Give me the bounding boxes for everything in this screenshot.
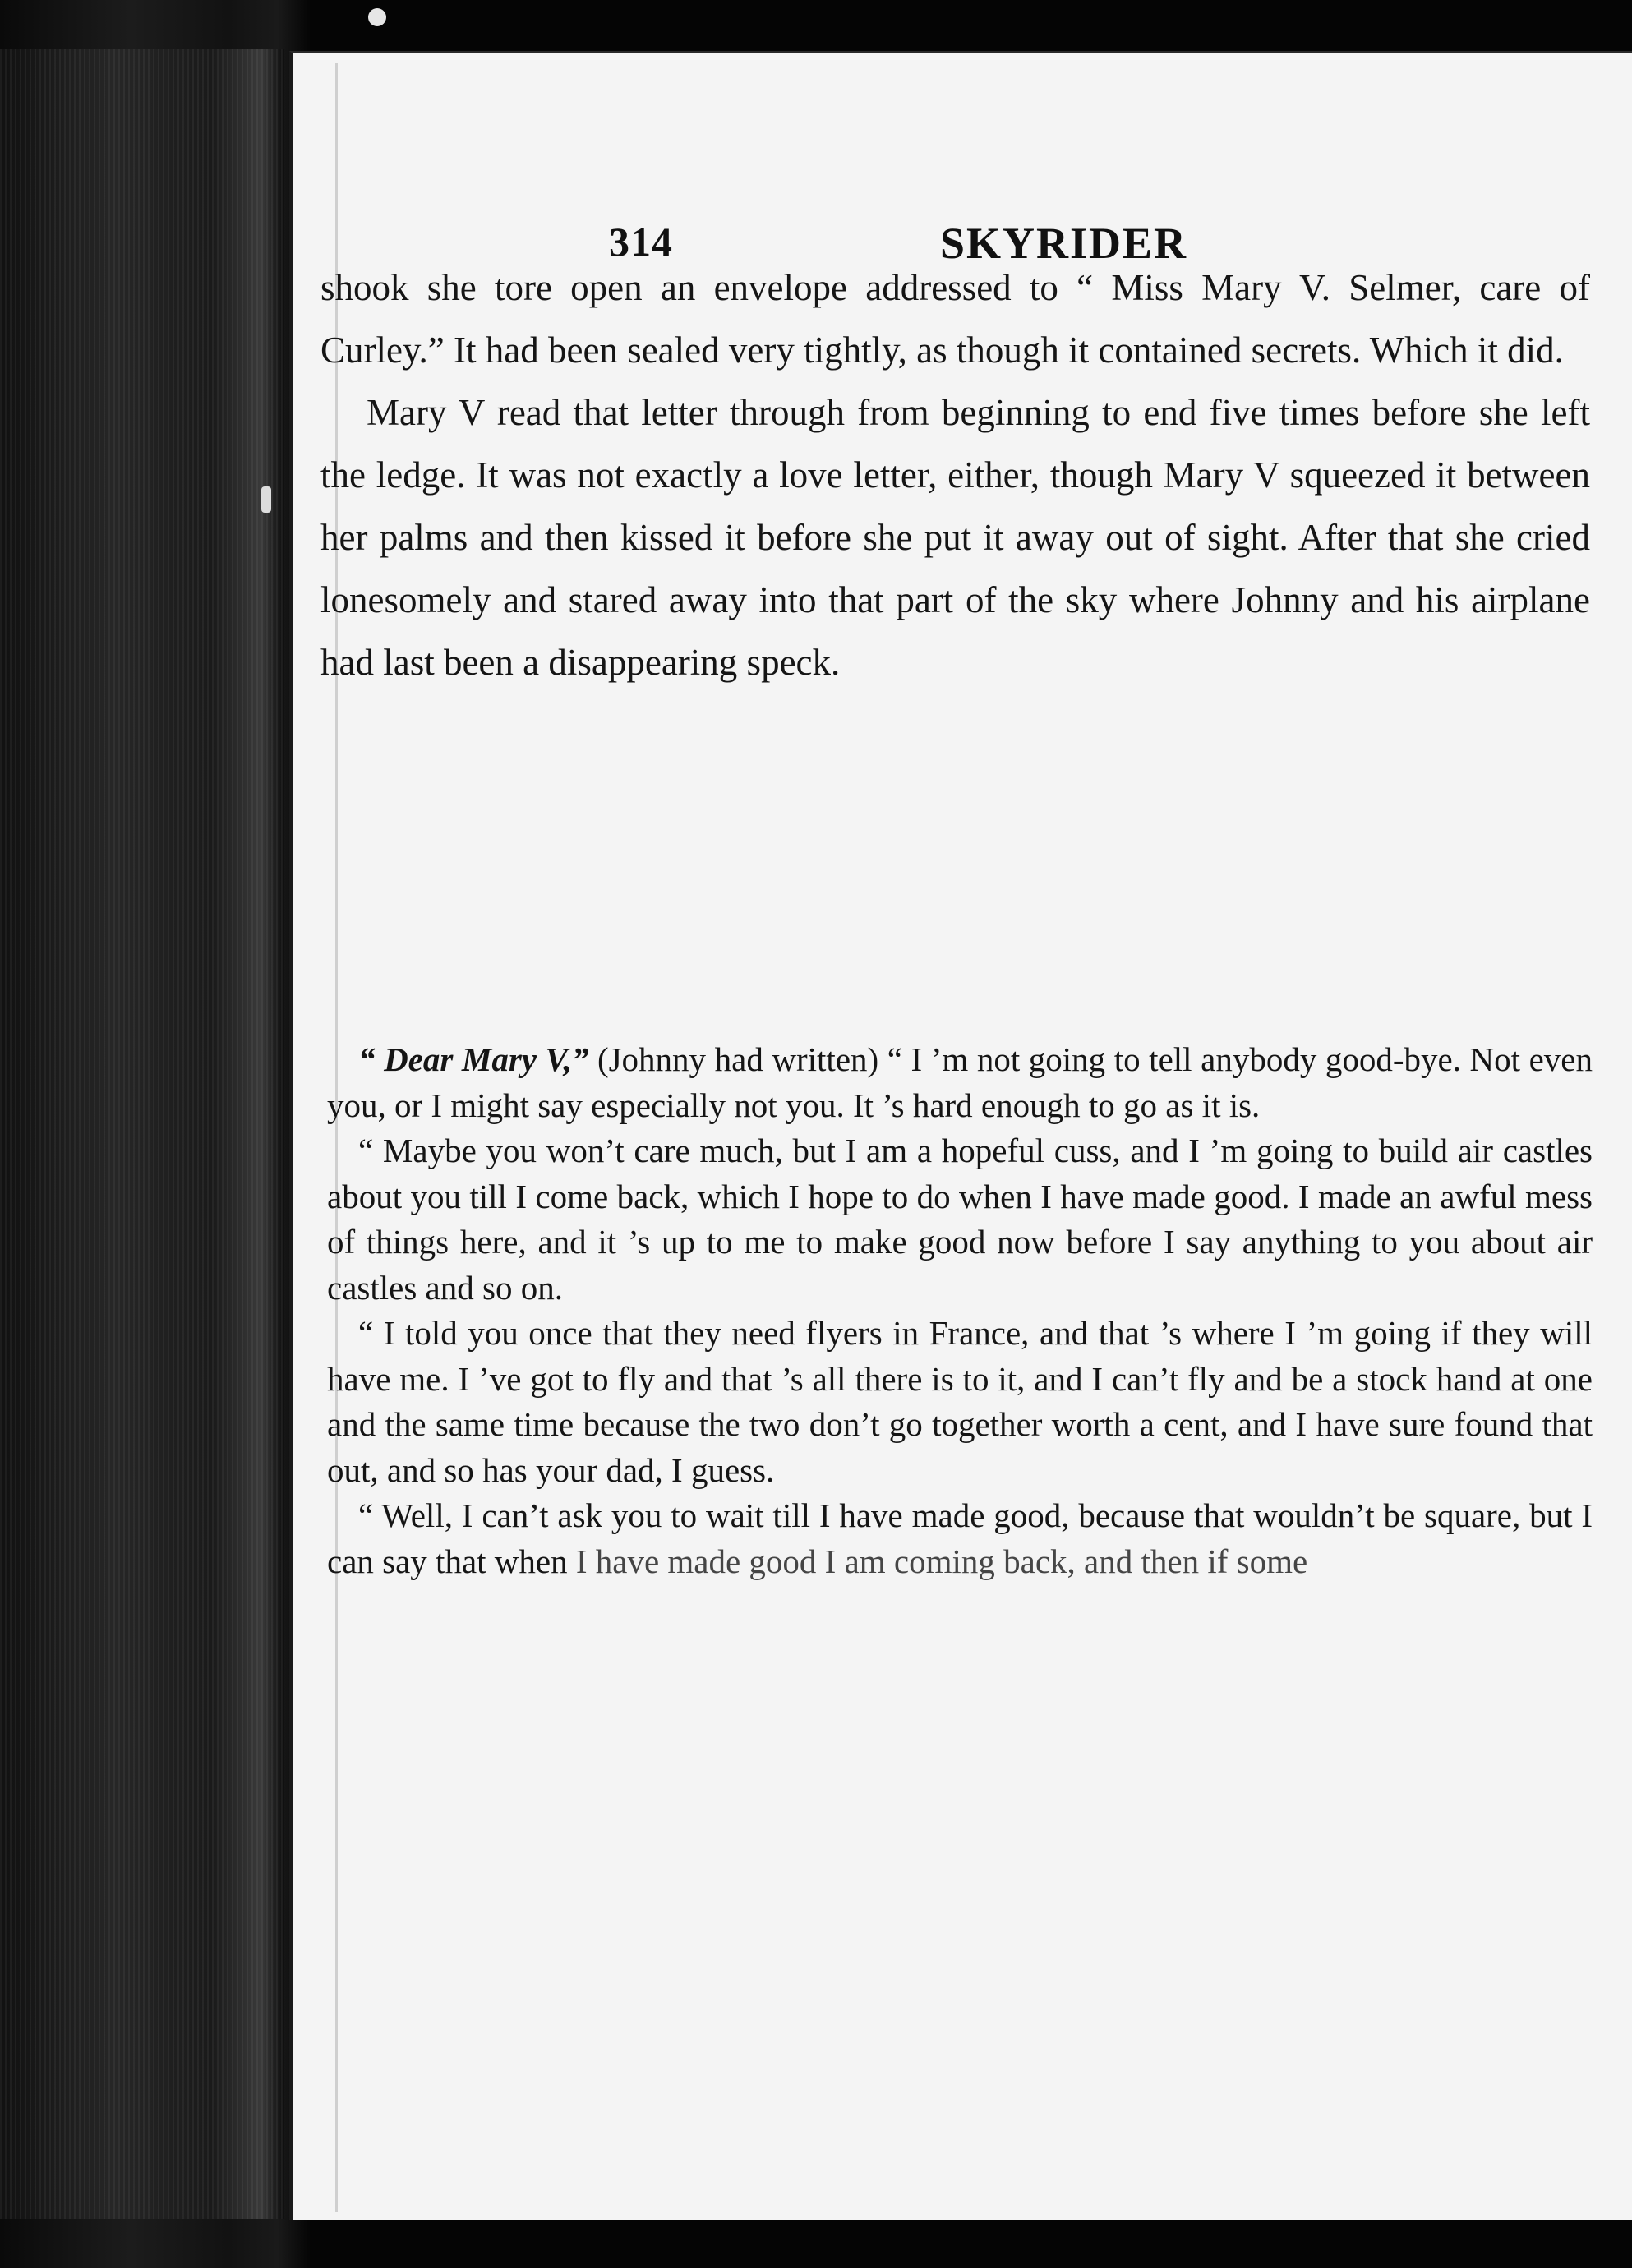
running-head: [293, 53, 1632, 267]
letter-paragraph: [327, 1037, 1593, 1128]
letter-paragraph-text: (Johnny had written) “ I ’m not going to tell anybody good-bye. Not even you, or I might say especially not you. It ’s hard enough to go as it is.: [327, 1040, 1593, 1124]
narrative-paragraph: shook she tore open an envelope addressed to “ Miss Mary V. Selmer, care of Curley.” It had been sealed very tightly, as though it contained secrets. Which it did.: [320, 267, 1590, 371]
johnny-letter: [327, 1037, 1593, 1584]
scan-speck: [261, 486, 271, 513]
narrative-paragraph: Mary V read that letter through from beginning to end five times before she left the ledge. It was not exactly a love letter, either, though Mary V squeezed it between her palms and then kissed it before she put it away out of sight. After that she cried lonesomely and stared away into that part of the sky where Johnny and his airplane had last been a disappearing speck.: [320, 392, 1590, 683]
letter-paragraph: “ Maybe you won’t care much, but I am a hopeful cuss, and I ’m going to build air castles about you till I come back, which I hope to do when I have made good. I made an awful mess of things here, and it ’s up to me to make good now before I say anything to you about air castles and so on.: [327, 1132, 1593, 1307]
scan-speck: [368, 8, 386, 26]
book-spine-edge: [0, 49, 284, 2219]
letter-salutation: “ Dear Mary V,”: [358, 1040, 589, 1078]
letter-paragraph-text: “ Well, I can’t ask you to wait till I have made good, because that wouldn’t be square, but I can say that when: [327, 1496, 1593, 1580]
letter-paragraph: “ I told you once that they need flyers in France, and that ’s where I ’m going if they will have me. I ’ve got to fly and that ’s all there is to it, and I can’t fly and be a stock hand at one and the same time because the two don’t go together worth a cent, and I have sure found that out, and so has your dad, I guess.: [327, 1314, 1593, 1489]
letter-paragraph: [327, 1493, 1593, 1584]
page-number: 314: [609, 219, 673, 265]
narrative-text: [320, 256, 1590, 694]
book-title: SKYRIDER: [940, 219, 1188, 268]
letter-cut-line: I have made good I am coming back, and then if some: [575, 1542, 1308, 1580]
